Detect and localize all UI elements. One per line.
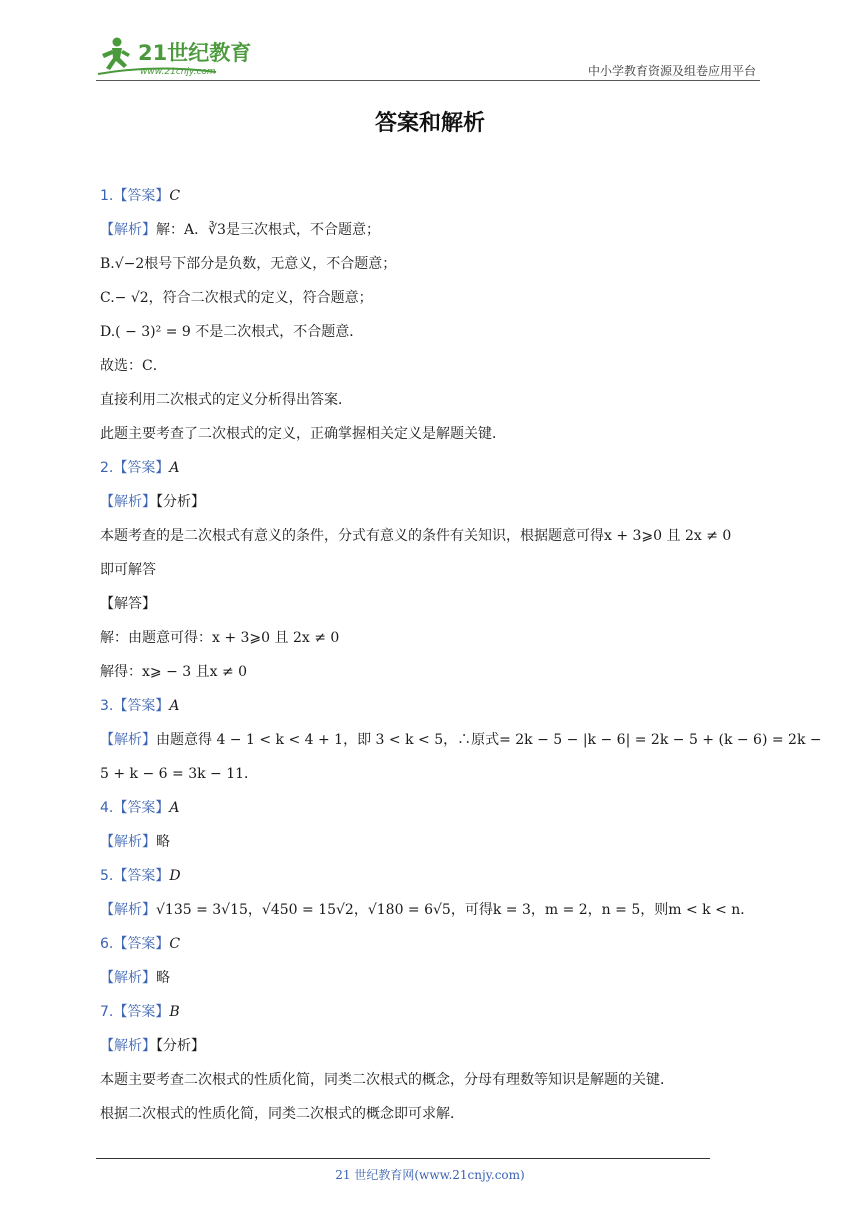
- analysis-line: [100, 728, 822, 762]
- text-line: [100, 1068, 762, 1102]
- text-line: [100, 388, 762, 422]
- svg-text:21世纪教育: 21世纪教育: [138, 41, 252, 65]
- answer-line: [100, 932, 762, 966]
- analysis-label: 【解析】: [100, 834, 156, 850]
- line-text: 本题考查的是二次根式有意义的条件，分式有意义的条件有关知识，根据题意可得x + 3⩾0 且 2x ≠ 0: [100, 528, 732, 544]
- text-line: [100, 626, 762, 660]
- line-text: 由题意得 4 − 1 < k < 4 + 1，即 3 < k < 5，∴原式= 2k − 5 − |k − 6| = 2k − 5 + (k − 6) = 2k −: [156, 732, 822, 748]
- svg-text:www.21cnjy.com: www.21cnjy.com: [140, 67, 216, 77]
- line-text: 即可解答: [100, 562, 156, 578]
- answer-content: [100, 184, 822, 1136]
- line-text: 解得：x⩾ − 3 且x ≠ 0: [100, 664, 248, 680]
- analysis-label: 【解析】: [100, 494, 156, 510]
- text-line: [100, 1102, 762, 1136]
- line-text: 略: [156, 834, 170, 850]
- line-text: 故选：C．: [100, 358, 167, 374]
- line-text: √135 = 3√15，√450 = 15√2，√180 = 6√5，可得k = 3，m = 2，n = 5，则m < k < n．: [156, 902, 755, 918]
- text-line: [100, 592, 762, 626]
- text-line: [100, 354, 762, 388]
- text-line: [100, 524, 762, 558]
- analysis-label: 【解析】: [100, 902, 156, 918]
- platform-name: 中小学教育资源及组卷应用平台: [587, 64, 756, 78]
- footer-divider: [96, 1158, 710, 1159]
- analysis-line: [100, 1034, 762, 1068]
- analysis-label: 【解析】: [100, 732, 156, 748]
- line-text: B.√−2根号下部分是负数，无意义，不合题意；: [100, 256, 397, 272]
- text-line: [100, 660, 762, 694]
- answer-choice: A: [169, 460, 180, 476]
- line-text: 解：A．∛3是三次根式，不合题意；: [156, 222, 380, 238]
- text-line: [100, 762, 762, 796]
- line-text: C.− √2，符合二次根式的定义，符合题意；: [100, 290, 373, 306]
- line-text: D.( − 3)² = 9 不是二次根式，不合题意．: [100, 324, 364, 340]
- answer-line: [100, 184, 762, 218]
- answer-label: 7.【答案】: [100, 1004, 170, 1020]
- text-line: [100, 558, 762, 592]
- line-text: 【分析】: [156, 494, 205, 510]
- header-divider: [96, 80, 760, 81]
- line-text: 解：由题意可得：x + 3⩾0 且 2x ≠ 0: [100, 630, 340, 646]
- answer-choice: A: [169, 698, 180, 714]
- answer-choice: A: [169, 800, 180, 816]
- analysis-label: 【解析】: [100, 222, 156, 238]
- page-title: 答案和解析: [374, 111, 485, 136]
- answer-label: 6.【答案】: [100, 936, 170, 952]
- line-text: 本题主要考查二次根式的性质化简，同类二次根式的概念，分母有理数等知识是解题的关键．: [100, 1072, 674, 1088]
- answer-label: 4.【答案】: [100, 800, 170, 816]
- answer-label: 2.【答案】: [100, 460, 170, 476]
- line-text: 【分析】: [156, 1038, 205, 1054]
- answer-line: [100, 456, 762, 490]
- line-text: 略: [156, 970, 170, 986]
- analysis-label: 【解析】: [100, 1038, 156, 1054]
- analysis-line: [100, 490, 762, 524]
- site-logo: [96, 34, 266, 80]
- answer-label: 1.【答案】: [100, 188, 170, 204]
- answer-line: [100, 796, 762, 830]
- analysis-line: [100, 898, 762, 932]
- analysis-line: [100, 966, 762, 1000]
- answer-line: [100, 694, 762, 728]
- answer-label: 5.【答案】: [100, 868, 170, 884]
- line-text: 根据二次根式的性质化简，同类二次根式的概念即可求解．: [100, 1106, 464, 1122]
- text-line: [100, 320, 762, 354]
- answer-choice: C: [169, 936, 181, 952]
- page-footer: 21 世纪教育网(www.21cnjy.com): [335, 1168, 525, 1182]
- analysis-label: 【解析】: [100, 970, 156, 986]
- line-text: 直接利用二次根式的定义分析得出答案．: [100, 392, 352, 408]
- analysis-line: [100, 830, 762, 864]
- line-text: 【解答】: [100, 596, 156, 612]
- answer-line: [100, 1000, 762, 1034]
- answer-line: [100, 864, 762, 898]
- answer-label: 3.【答案】: [100, 698, 170, 714]
- text-line: [100, 286, 762, 320]
- line-text: 此题主要考查了二次根式的定义，正确掌握相关定义是解题关键．: [100, 426, 506, 442]
- text-line: [100, 422, 762, 456]
- line-text: 5 + k − 6 = 3k − 11．: [100, 766, 259, 782]
- text-line: [100, 252, 762, 286]
- page-header: [96, 34, 760, 82]
- answer-choice: B: [169, 1004, 180, 1020]
- answer-choice: D: [169, 868, 181, 884]
- answer-choice: C: [169, 188, 181, 204]
- analysis-line: [100, 218, 762, 252]
